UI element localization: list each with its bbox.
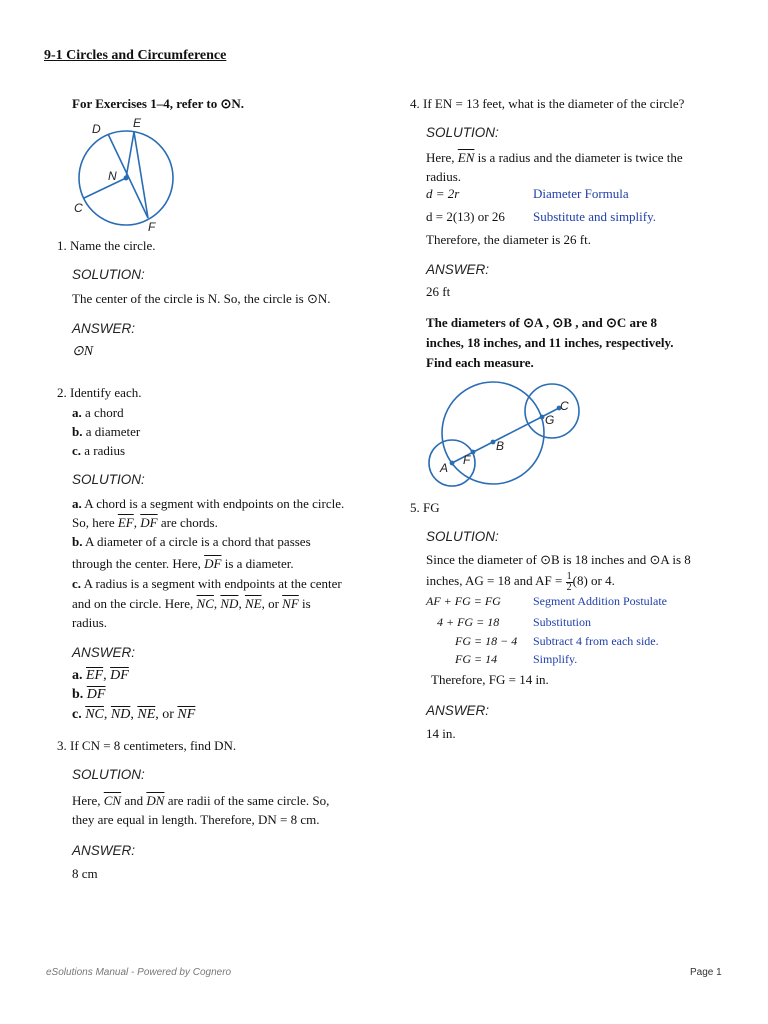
label-d: D [92,122,101,136]
q4-eq2: d = 2(13) or 26 [426,209,505,224]
q5-question: 5. FG [410,500,440,515]
q5-sol-line2: inches, AG = 18 and AF = $\frac{1}{2}$ (8) or 4. [426,570,615,593]
intro2-line3: Find each measure. [426,355,534,370]
q5-step3-eq: FG = 18 − 4 [455,634,518,648]
page-title: 9-1 Circles and Circumference [44,48,227,63]
q2-answer-c: c. $\overline{NC}$, $\overline{ND}$, $\overline{NE}$, or $\overline{NF}$ [72,707,196,722]
q5-step4-eq: FG = 14 [455,652,498,666]
label-e: E [133,116,142,130]
label-g: G [545,413,555,427]
q5-answer: 14 in. [426,726,456,741]
footer-text: eSolutions Manual - Powered by Cognero [46,967,232,978]
q5-sol-line3: Therefore, FG = 14 in. [431,672,549,687]
label-a: A [440,461,449,475]
q1-solution-label: SOLUTION: [72,267,145,282]
center-point-n [124,176,129,181]
fraction-one-half: $\frac{1}{2}$ [566,570,572,593]
q4-answer: 26 ft [426,284,451,299]
q5-step1-eq: AF + FG = FG [426,594,501,608]
q4-eq2-note: Substitute and simplify. [533,209,657,224]
q2-answer-a: a. $\overline{EF}$, $\overline{DF}$ [72,668,129,683]
q5-step3-note: Subtract 4 from each side. [533,634,659,648]
q5-sol-line1: Since the diameter of ⊙B is 18 inches and ⊙A is 8 [426,552,691,567]
label-c2: C [560,399,569,413]
label-f2: F [463,453,471,467]
q1-question: 1. Name the circle. [57,238,156,253]
point-b [491,440,496,445]
q4-solution-label: SOLUTION: [426,125,499,140]
q2-sol-a-line2: So, here $\overline{EF}$, $\overline{DF}$ are chords. [72,515,218,530]
q4-answer-label: ANSWER: [426,262,490,277]
point-g [540,415,545,420]
q3-answer: 8 cm [72,866,98,881]
q2-sol-c-line3: radius. [72,615,108,630]
q2-question: 2. Identify each. [57,385,142,400]
q3-sol-line1: Here, $\overline{CN}$ and $\overline{DN}$ are radii of the same circle. So, [72,793,330,808]
q2-sol-c-line2: and on the circle. Here, $\overline{NC}$, $\overline{ND}$, $\overline{NE}$, or $\overline{NF}$ is [72,596,311,611]
q4-question: 4. If EN = 13 feet, what is the diameter of the circle? [410,96,685,111]
q5-step2-eq: 4 + FG = 18 [437,615,500,629]
intro2-line1: The diameters of ⊙A , ⊙B , and ⊙C are 8 [426,315,658,330]
q2-sol-c-line1: c. A radius is a segment with endpoints at the center [72,576,342,591]
point-a [450,461,455,466]
q3-sol-line2: they are equal in length. Therefore, DN = 8 cm. [72,812,320,827]
q2-part-c: c. a radius [72,443,126,458]
label-n: N [108,169,117,183]
q5-answer-label: ANSWER: [426,703,490,718]
q4-eq1: d = 2r [426,186,460,201]
exercise-intro: For Exercises 1–4, refer to ⊙N. [72,96,245,111]
q2-part-b: b. a diameter [72,424,141,439]
intro2-line2: inches, 18 inches, and 11 inches, respectively. [426,335,674,350]
radius-ne [126,132,134,178]
radius-nc [84,178,126,198]
q4-sol-line2: radius. [426,169,462,184]
circles-abc-figure [420,380,600,495]
q2-answer-label: ANSWER: [72,645,136,660]
q2-answer-b: b. $\overline{DF}$ [72,687,106,702]
q2-solution-label: SOLUTION: [72,472,145,487]
q2-sol-b-line2: through the center. Here, $\overline{DF}$ is a diameter. [72,556,294,571]
q3-solution-label: SOLUTION: [72,767,145,782]
q3-answer-label: ANSWER: [72,843,136,858]
q5-solution-label: SOLUTION: [426,529,499,544]
q4-sol-line3: Therefore, the diameter is 26 ft. [426,232,591,247]
q3-question: 3. If CN = 8 centimeters, find DN. [57,738,237,753]
q4-eq1-note: Diameter Formula [533,186,629,201]
q4-sol-line1: Here, $\overline{EN}$ is a radius and the diameter is twice the [426,150,683,165]
q5-step1-note: Segment Addition Postulate [533,594,667,608]
q1-answer-label: ANSWER: [72,321,136,336]
q2-part-a: a. a chord [72,405,124,420]
point-f [471,450,476,455]
label-f: F [148,220,156,234]
label-c: C [74,201,83,215]
q5-step2-note: Substitution [533,615,592,629]
label-b: B [496,439,505,453]
q2-sol-a-line1: a. A chord is a segment with endpoints on the circle. [72,496,345,511]
q1-solution: The center of the circle is N. So, the circle is ⊙N. [72,291,331,306]
q5-step4-note: Simplify. [533,652,578,666]
page-number: Page 1 [690,967,722,978]
circle-n-figure [72,114,182,234]
q2-sol-b-line1: b. A diameter of a circle is a chord that passes [72,534,311,549]
q1-answer: ⊙N [72,344,94,359]
